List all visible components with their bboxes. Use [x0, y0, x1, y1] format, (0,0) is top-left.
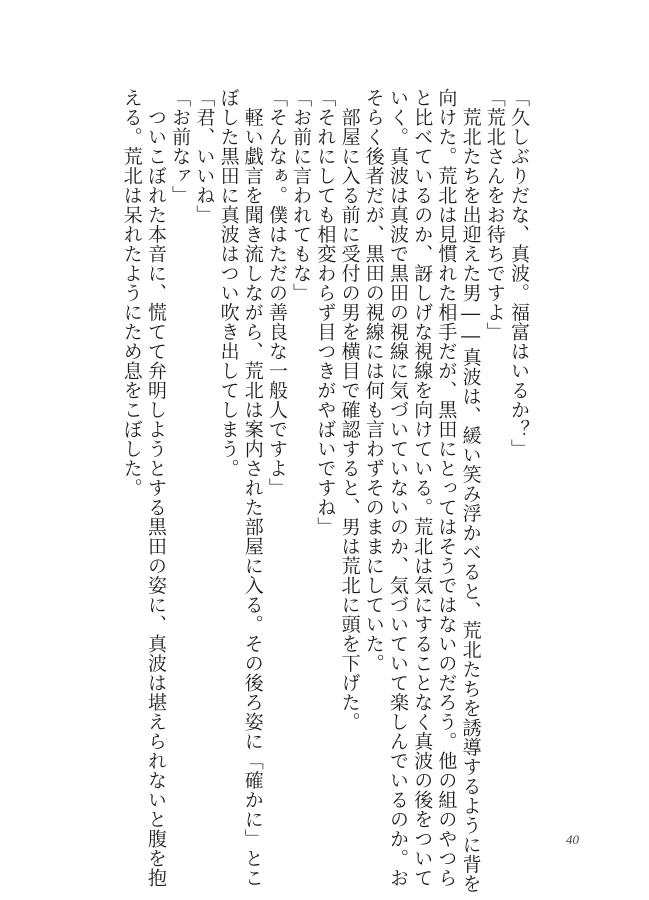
text-line: 「お前に言われてもな」	[290, 88, 313, 303]
text-line: そらく後者だが、黒田の視線には何も言わずそのままにしていた。	[362, 88, 385, 673]
text-line: 荒北たちを出迎えた男――真波は、緩い笑み浮かべると、荒北たちを誘導するように背を	[459, 88, 482, 894]
text-line: 「荒北さんをお待ちですよ」	[483, 88, 506, 342]
text-line: 「お前なァ」	[169, 88, 192, 205]
page-number: 40	[566, 832, 579, 847]
text-line: と比べているのか、訝しげな視線を向けている。荒北は気にすることなく真波の後をついて	[411, 88, 434, 888]
text-line: ぼした黒田に真波はつい吹き出してしまう。	[217, 88, 240, 478]
text-line: いく。真波は真波で黒田の視線に気づいていないのか、気づいていて楽しんでいるのか。お	[386, 88, 409, 888]
text-line: 軽い戯言を聞き流しながら、荒北は案内された部屋に入る。その後ろ姿に「確かに」とこ	[241, 88, 264, 888]
text-line: 「久しぶりだな、真波。福富はいるか？」	[508, 88, 530, 459]
text-line: える。荒北は呆れたようにため息をこぼした。	[120, 88, 143, 498]
text-line: ついこぼれた本音に、慌てて弁明しようとする黒田の姿に、真波は堪えられないと腹を抱	[144, 88, 167, 888]
text-line: 部屋に入る前に受付の男を横目で確認すると、男は荒北に頭を下げた。	[338, 88, 361, 732]
text-line: 「それにしても相変わらず目つきがやばいですね」	[314, 88, 337, 537]
vertical-text-body	[111, 88, 531, 894]
text-line: 「そんなぁ。僕はただの善良な一般人ですよ」	[265, 88, 288, 498]
text-line: 「君、いいね」	[193, 88, 216, 225]
text-line: 向けた。荒北は見慣れた相手だが、黒田にとってはそうではないのだろう。他の組のやつら	[435, 88, 458, 888]
